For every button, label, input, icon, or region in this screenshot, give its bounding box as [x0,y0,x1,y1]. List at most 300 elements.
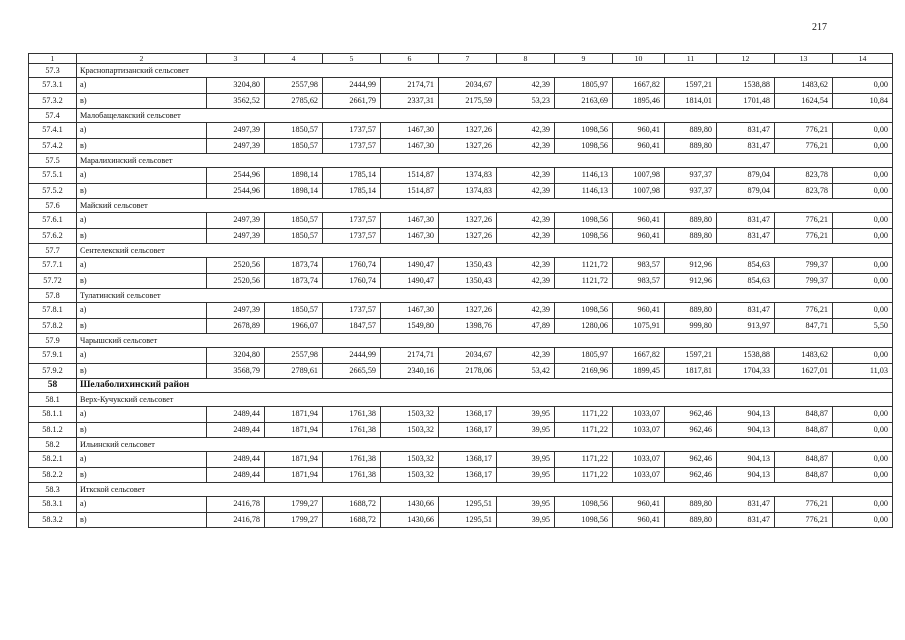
value-cell: 3204,80 [207,348,265,364]
value-cell: 1898,14 [265,168,323,184]
value-cell: 1785,14 [323,168,381,184]
section-name: Тулатинский сельсовет [77,289,893,303]
value-cell: 1368,17 [439,467,497,483]
column-number-header: 12 [717,54,775,64]
value-cell: 42,39 [497,168,555,184]
value-cell: 1098,56 [555,123,613,139]
value-cell: 1490,47 [381,258,439,274]
section-heading-row [29,393,893,407]
section-code: 57.4 [29,109,77,123]
value-cell: 1514,87 [381,183,439,199]
row-label: в) [77,422,207,438]
value-cell: 1121,72 [555,258,613,274]
row-code: 57.7.1 [29,258,77,274]
value-cell: 831,47 [717,303,775,319]
value-cell: 53,23 [497,93,555,109]
table-row [29,183,893,199]
value-cell: 854,63 [717,258,775,274]
value-cell: 1761,38 [323,452,381,468]
table-row [29,348,893,364]
row-code: 57.9.1 [29,348,77,364]
column-number-header: 5 [323,54,381,64]
value-cell: 1327,26 [439,213,497,229]
value-cell: 831,47 [717,228,775,244]
value-cell: 904,13 [717,452,775,468]
value-cell: 879,04 [717,183,775,199]
row-label: в) [77,183,207,199]
value-cell: 1966,07 [265,318,323,334]
row-label: в) [77,467,207,483]
value-cell: 42,39 [497,348,555,364]
section-heading-row [29,289,893,303]
section-heading-row [29,109,893,123]
value-cell: 848,87 [775,422,833,438]
value-cell: 2489,44 [207,452,265,468]
value-cell: 1350,43 [439,258,497,274]
value-cell: 2034,67 [439,78,497,94]
value-cell: 39,95 [497,467,555,483]
row-code: 57.6.2 [29,228,77,244]
row-code: 58.1.2 [29,422,77,438]
value-cell: 0,00 [833,452,893,468]
value-cell: 1327,26 [439,138,497,154]
column-number-header: 9 [555,54,613,64]
column-number-header: 11 [665,54,717,64]
table-row [29,258,893,274]
value-cell: 1850,57 [265,303,323,319]
value-cell: 0,00 [833,422,893,438]
value-cell: 2678,89 [207,318,265,334]
value-cell: 776,21 [775,228,833,244]
value-cell: 799,37 [775,273,833,289]
value-cell: 1597,21 [665,348,717,364]
value-cell: 2489,44 [207,407,265,423]
value-cell: 2497,39 [207,138,265,154]
value-cell: 1871,94 [265,422,323,438]
section-code: 57.6 [29,199,77,213]
value-cell: 0,00 [833,138,893,154]
value-cell: 2520,56 [207,258,265,274]
value-cell: 904,13 [717,407,775,423]
table-row [29,318,893,334]
value-cell: 1327,26 [439,228,497,244]
value-cell: 2785,62 [265,93,323,109]
row-code: 57.8.1 [29,303,77,319]
value-cell: 2789,61 [265,363,323,379]
value-cell: 1701,48 [717,93,775,109]
row-label: а) [77,168,207,184]
section-code: 57.7 [29,244,77,258]
value-cell: 39,95 [497,407,555,423]
section-code: 57.8 [29,289,77,303]
value-cell: 889,80 [665,228,717,244]
row-code: 57.6.1 [29,213,77,229]
value-cell: 831,47 [717,213,775,229]
section-code: 58.3 [29,483,77,497]
value-cell: 1737,57 [323,123,381,139]
value-cell: 1398,76 [439,318,497,334]
column-number-header: 6 [381,54,439,64]
section-name: Сентелекский сельсовет [77,244,893,258]
value-cell: 1098,56 [555,228,613,244]
value-cell: 2557,98 [265,348,323,364]
table-row [29,452,893,468]
row-label: а) [77,123,207,139]
row-label: в) [77,228,207,244]
row-code: 57.5.2 [29,183,77,199]
table-row [29,422,893,438]
column-number-header: 7 [439,54,497,64]
value-cell: 1098,56 [555,303,613,319]
section-name: Ильинский сельсовет [77,438,893,452]
section-code: 58 [29,379,77,393]
value-cell: 1280,06 [555,318,613,334]
value-cell: 42,39 [497,258,555,274]
value-cell: 11,03 [833,363,893,379]
row-code: 57.5.1 [29,168,77,184]
value-cell: 1898,14 [265,183,323,199]
value-cell: 1327,26 [439,123,497,139]
value-cell: 1033,07 [613,467,665,483]
value-cell: 1374,83 [439,168,497,184]
value-cell: 889,80 [665,497,717,513]
table-row [29,467,893,483]
value-cell: 2174,71 [381,78,439,94]
value-cell: 1467,30 [381,303,439,319]
value-cell: 823,78 [775,168,833,184]
value-cell: 831,47 [717,497,775,513]
value-cell: 1814,01 [665,93,717,109]
value-cell: 2178,06 [439,363,497,379]
table-row [29,138,893,154]
value-cell: 2174,71 [381,348,439,364]
row-code: 58.2.1 [29,452,77,468]
value-cell: 854,63 [717,273,775,289]
table-row [29,123,893,139]
value-cell: 1033,07 [613,407,665,423]
value-cell: 1368,17 [439,407,497,423]
value-cell: 1171,22 [555,452,613,468]
row-label: а) [77,348,207,364]
table-row [29,213,893,229]
value-cell: 39,95 [497,422,555,438]
value-cell: 3562,52 [207,93,265,109]
value-cell: 1805,97 [555,78,613,94]
value-cell: 1760,74 [323,273,381,289]
table-body [29,54,893,528]
value-cell: 2163,69 [555,93,613,109]
row-label: в) [77,93,207,109]
value-cell: 1785,14 [323,183,381,199]
value-cell: 0,00 [833,228,893,244]
row-label: в) [77,363,207,379]
value-cell: 848,87 [775,452,833,468]
value-cell: 1467,30 [381,228,439,244]
value-cell: 1627,01 [775,363,833,379]
value-cell: 2497,39 [207,213,265,229]
value-cell: 2489,44 [207,422,265,438]
row-code: 58.3.2 [29,512,77,528]
value-cell: 1430,66 [381,512,439,528]
value-cell: 39,95 [497,452,555,468]
value-cell: 937,37 [665,183,717,199]
section-code: 57.5 [29,154,77,168]
value-cell: 2544,96 [207,183,265,199]
row-label: в) [77,273,207,289]
value-cell: 2416,78 [207,497,265,513]
value-cell: 1761,38 [323,407,381,423]
value-cell: 2661,79 [323,93,381,109]
value-cell: 1121,72 [555,273,613,289]
column-number-header: 13 [775,54,833,64]
row-code: 57.4.2 [29,138,77,154]
value-cell: 0,00 [833,467,893,483]
value-cell: 960,41 [613,512,665,528]
column-number-header: 8 [497,54,555,64]
value-cell: 42,39 [497,303,555,319]
value-cell: 776,21 [775,303,833,319]
table-row [29,93,893,109]
value-cell: 1624,54 [775,93,833,109]
value-cell: 1467,30 [381,123,439,139]
value-cell: 962,46 [665,422,717,438]
section-code: 58.1 [29,393,77,407]
value-cell: 1817,81 [665,363,717,379]
row-label: а) [77,497,207,513]
section-heading-row [29,438,893,452]
value-cell: 39,95 [497,497,555,513]
value-cell: 2444,99 [323,78,381,94]
value-cell: 1514,87 [381,168,439,184]
section-name: Малобащелакский сельсовет [77,109,893,123]
section-code: 58.2 [29,438,77,452]
value-cell: 0,00 [833,123,893,139]
value-cell: 879,04 [717,168,775,184]
value-cell: 847,71 [775,318,833,334]
value-cell: 776,21 [775,213,833,229]
value-cell: 2497,39 [207,303,265,319]
value-cell: 1538,88 [717,78,775,94]
value-cell: 10,84 [833,93,893,109]
column-number-header: 4 [265,54,323,64]
section-name: Майский сельсовет [77,199,893,213]
value-cell: 889,80 [665,303,717,319]
value-cell: 889,80 [665,512,717,528]
row-label: в) [77,318,207,334]
row-label: а) [77,78,207,94]
value-cell: 776,21 [775,138,833,154]
value-cell: 42,39 [497,213,555,229]
value-cell: 0,00 [833,168,893,184]
value-cell: 1374,83 [439,183,497,199]
value-cell: 1503,32 [381,407,439,423]
value-cell: 937,37 [665,168,717,184]
row-label: а) [77,213,207,229]
row-code: 58.1.1 [29,407,77,423]
value-cell: 960,41 [613,303,665,319]
value-cell: 889,80 [665,138,717,154]
value-cell: 1368,17 [439,422,497,438]
value-cell: 0,00 [833,497,893,513]
district-name: Шелаболихинский район [77,379,893,393]
value-cell: 2665,59 [323,363,381,379]
section-code: 57.9 [29,334,77,348]
value-cell: 1850,57 [265,228,323,244]
section-name: Краснопартизанский сельсовет [77,64,893,78]
value-cell: 1704,33 [717,363,775,379]
value-cell: 1503,32 [381,467,439,483]
value-cell: 962,46 [665,407,717,423]
value-cell: 2520,56 [207,273,265,289]
value-cell: 1171,22 [555,422,613,438]
value-cell: 889,80 [665,213,717,229]
value-cell: 1033,07 [613,452,665,468]
value-cell: 1688,72 [323,497,381,513]
row-label: а) [77,303,207,319]
value-cell: 848,87 [775,407,833,423]
value-cell: 1667,82 [613,78,665,94]
value-cell: 0,00 [833,78,893,94]
value-cell: 1098,56 [555,497,613,513]
row-code: 58.2.2 [29,467,77,483]
value-cell: 2175,59 [439,93,497,109]
row-code: 58.3.1 [29,497,77,513]
value-cell: 1799,27 [265,512,323,528]
value-cell: 913,97 [717,318,775,334]
table-row [29,303,893,319]
value-cell: 1549,80 [381,318,439,334]
value-cell: 1007,98 [613,183,665,199]
table-row [29,512,893,528]
value-cell: 53,42 [497,363,555,379]
value-cell: 1327,26 [439,303,497,319]
value-cell: 960,41 [613,228,665,244]
value-cell: 1295,51 [439,497,497,513]
section-heading-row [29,483,893,497]
value-cell: 1171,22 [555,407,613,423]
value-cell: 0,00 [833,183,893,199]
value-cell: 2489,44 [207,467,265,483]
value-cell: 776,21 [775,512,833,528]
value-cell: 1761,38 [323,467,381,483]
value-cell: 42,39 [497,273,555,289]
value-cell: 1007,98 [613,168,665,184]
section-name: Чарышский сельсовет [77,334,893,348]
value-cell: 1688,72 [323,512,381,528]
value-cell: 0,00 [833,213,893,229]
page-number: 217 [812,22,827,33]
value-cell: 1483,62 [775,78,833,94]
value-cell: 912,96 [665,273,717,289]
value-cell: 1467,30 [381,138,439,154]
value-cell: 1368,17 [439,452,497,468]
value-cell: 962,46 [665,452,717,468]
value-cell: 904,13 [717,467,775,483]
value-cell: 0,00 [833,348,893,364]
value-cell: 1350,43 [439,273,497,289]
row-code: 57.72 [29,273,77,289]
value-cell: 1098,56 [555,138,613,154]
value-cell: 1871,94 [265,467,323,483]
table-row [29,228,893,244]
value-cell: 0,00 [833,303,893,319]
value-cell: 799,37 [775,258,833,274]
value-cell: 1737,57 [323,303,381,319]
table-row [29,407,893,423]
row-code: 57.9.2 [29,363,77,379]
value-cell: 42,39 [497,228,555,244]
section-heading-row [29,244,893,258]
value-cell: 1761,38 [323,422,381,438]
table-row [29,363,893,379]
row-code: 57.3.2 [29,93,77,109]
column-number-header: 3 [207,54,265,64]
value-cell: 1295,51 [439,512,497,528]
value-cell: 1873,74 [265,258,323,274]
column-number-header: 1 [29,54,77,64]
value-cell: 983,57 [613,273,665,289]
row-code: 57.3.1 [29,78,77,94]
row-label: а) [77,407,207,423]
value-cell: 1799,27 [265,497,323,513]
row-label: в) [77,512,207,528]
value-cell: 1850,57 [265,123,323,139]
value-cell: 1847,57 [323,318,381,334]
value-cell: 889,80 [665,123,717,139]
value-cell: 1033,07 [613,422,665,438]
row-label: в) [77,138,207,154]
value-cell: 2444,99 [323,348,381,364]
row-code: 57.8.2 [29,318,77,334]
value-cell: 831,47 [717,512,775,528]
section-name: Маралихинский сельсовет [77,154,893,168]
value-cell: 1737,57 [323,228,381,244]
value-cell: 0,00 [833,407,893,423]
row-code: 57.4.1 [29,123,77,139]
table-row [29,497,893,513]
value-cell: 983,57 [613,258,665,274]
section-heading-row [29,199,893,213]
value-cell: 1503,32 [381,452,439,468]
section-heading-row [29,64,893,78]
value-cell: 1737,57 [323,138,381,154]
value-cell: 3568,79 [207,363,265,379]
row-label: а) [77,452,207,468]
value-cell: 1467,30 [381,213,439,229]
value-cell: 1737,57 [323,213,381,229]
value-cell: 3204,80 [207,78,265,94]
column-number-header: 2 [77,54,207,64]
value-cell: 1873,74 [265,273,323,289]
value-cell: 823,78 [775,183,833,199]
value-cell: 1871,94 [265,452,323,468]
section-name: Верх-Кучукский сельсовет [77,393,893,407]
value-cell: 960,41 [613,497,665,513]
value-cell: 1899,45 [613,363,665,379]
column-number-header: 10 [613,54,665,64]
value-cell: 1146,13 [555,183,613,199]
value-cell: 904,13 [717,422,775,438]
value-cell: 47,89 [497,318,555,334]
value-cell: 831,47 [717,138,775,154]
value-cell: 960,41 [613,123,665,139]
table-row [29,168,893,184]
value-cell: 2340,16 [381,363,439,379]
value-cell: 2034,67 [439,348,497,364]
value-cell: 1760,74 [323,258,381,274]
value-cell: 776,21 [775,497,833,513]
value-cell: 960,41 [613,138,665,154]
